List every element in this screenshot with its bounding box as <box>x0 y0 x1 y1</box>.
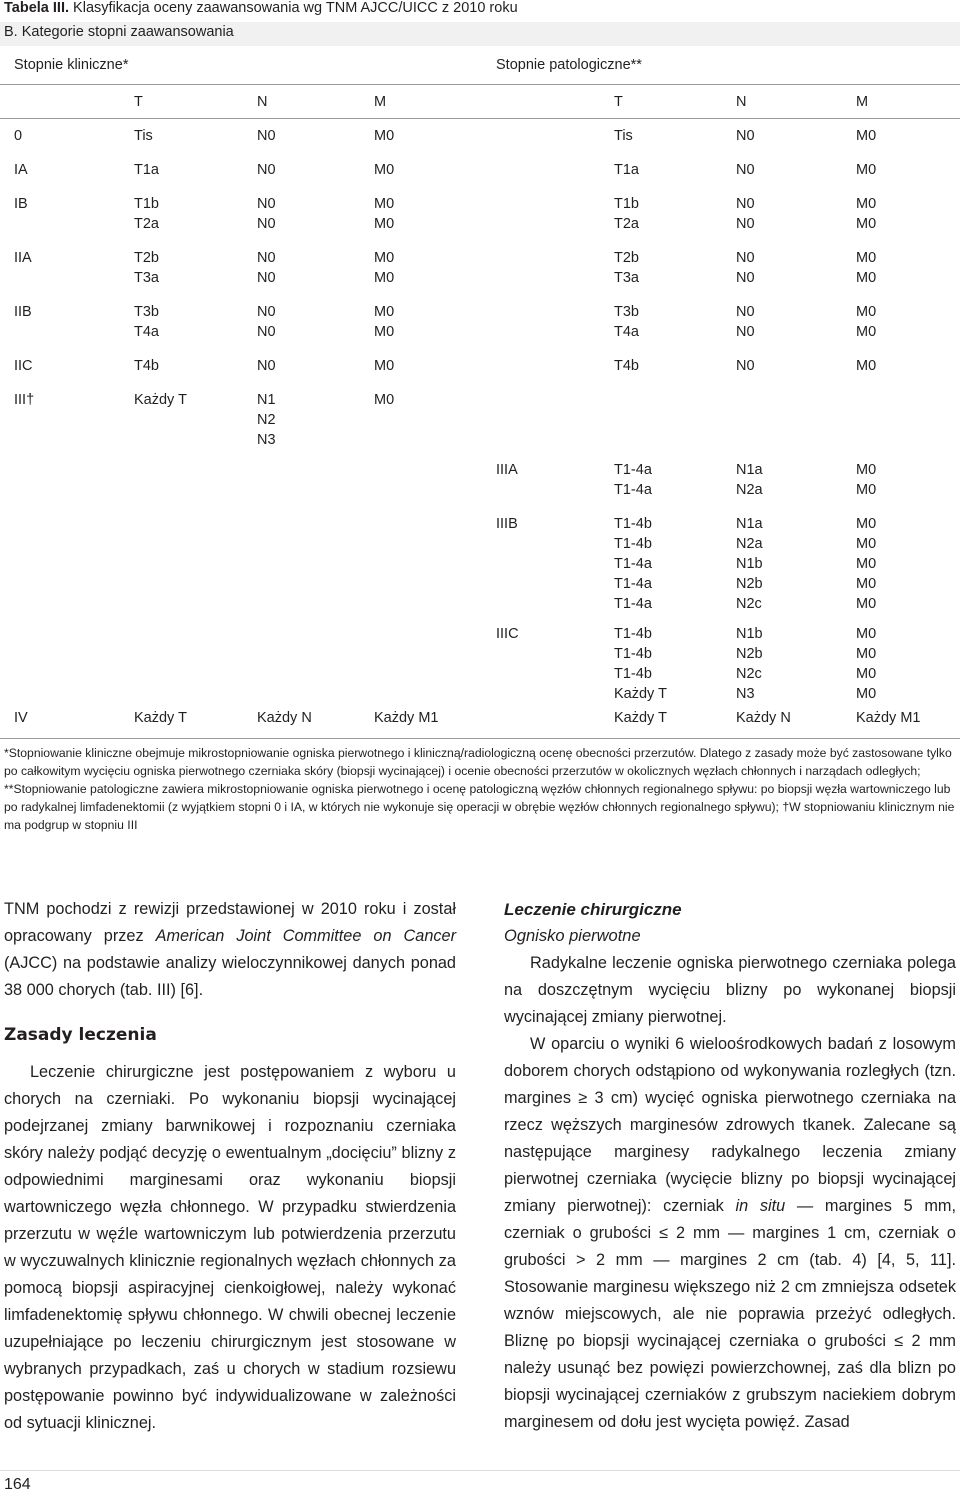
table-cell: Tis <box>614 128 633 144</box>
table-cell: T1b T2a <box>134 196 159 232</box>
table-cell: Każdy N <box>736 710 791 726</box>
table-cell: IIA <box>14 250 32 266</box>
table-cell: Każdy N <box>257 710 312 726</box>
table-cell: N0 N0 <box>736 196 755 232</box>
table-cell: IIC <box>14 358 33 374</box>
table-cell: N1a N2a <box>736 462 763 498</box>
table-cell: IV <box>14 710 28 726</box>
table-cell: M0 M0 <box>856 304 877 340</box>
table-cell: IA <box>14 162 28 178</box>
table-cell: T1a <box>614 162 639 178</box>
table-cell: N0 N0 <box>736 304 755 340</box>
table-cell: M0 M0 M0 M0 <box>856 626 877 702</box>
table-cell: Każdy T <box>134 392 187 408</box>
table-caption <box>4 0 518 16</box>
in-situ-term: in situ <box>735 1197 786 1215</box>
table-cell: M0 M0 <box>856 462 877 498</box>
left-column <box>4 890 456 1437</box>
table-cell: T1-4a T1-4a <box>614 462 652 498</box>
table-cell: M0 <box>374 392 395 408</box>
table-cell: N0 <box>736 162 755 178</box>
table-cell: N0 N0 <box>257 304 276 340</box>
col-header-clinical-m: M <box>374 94 387 110</box>
treatment-paragraph: Leczenie chirurgiczne jest postępowaniem z wyboru u chorych na czerniaki. Po wykonaniu biopsji wycinającej podejrzanej zmiany barwnikowej i rozpoznaniu czerniaka skóry należy podjąć decyzję o ewentualnym „docięciu” blizny z odpowiednimi marginesami oraz wykonaniu biopsji wartowniczego węzła chłonnego. W przypadku stwierdzenia przerzutu w węźle wartowniczym lub potwierdzenia przerzutu w wyczuwalnych klinicznie regionalnych węzłach chłonnych za pomocą biopsji aspiracyjnej cienkoigłowej, należy wykonać limfadenektomię spływu chłonnego. W chwili obecnej leczenie uzupełniające po leczeniu chirurgicznym jest stosowane w wybranych przypadkach, zaś u chorych w stadium rozsiewu postępowanie powinno być indywidualizowane w zależności od sytuacji klinicznej. <box>4 1063 456 1432</box>
table-cell: M0 <box>374 358 395 374</box>
table-cell: Każdy M1 <box>856 710 921 726</box>
page-number: 164 <box>4 1476 31 1493</box>
table-cell: M0 <box>856 358 877 374</box>
table-cell: M0 M0 M0 M0 M0 <box>856 516 877 612</box>
ajcc-name: American Joint Committee on Cancer <box>155 927 456 945</box>
table-bottom-rule <box>0 738 960 739</box>
group-header-pathological: Stopnie patologiczne** <box>496 57 642 73</box>
table-cell: T3b T4a <box>614 304 639 340</box>
group-header-clinical: Stopnie kliniczne* <box>14 57 129 73</box>
table-cell: N0 <box>736 128 755 144</box>
table-cell: T1-4b T1-4b T1-4b Każdy T <box>614 626 667 702</box>
table-cell: N1a N2a N1b N2b N2c <box>736 516 763 612</box>
table-label: Tabela III. <box>4 0 70 16</box>
col-header-path-t: T <box>614 94 623 110</box>
section-heading-treatment: Zasady leczenia <box>4 1025 157 1045</box>
table-cell: III† <box>14 392 35 408</box>
intro-paragraph: TNM pochodzi z rewizji przedstawionej w 2010 roku i został opracowany przez American Joint Committee on Cancer (AJCC) na podstawie analizy wieloczynnikowej danych ponad 38 000 chorych (tab. III) [6]. <box>4 900 456 999</box>
table-cell: Każdy M1 <box>374 710 439 726</box>
table-cell: T3b T4a <box>134 304 159 340</box>
subheading-primary-focus: Ognisko pierwotne <box>504 927 641 945</box>
table-cell: N1 N2 N3 <box>257 392 276 448</box>
surgery-paragraph-2: W oparciu o wyniki 6 wieloośrodkowych badań z losowym doborem chorych odstąpiono od wykonywania rozległych (tzn. margines ≥ 3 cm) wycięć ogniska pierwotnego czerniaka na rzecz węższych marginesów zdrowych tkanek. Zalecane są następujące marginesy radykalnego leczenia zmiany pierwotnej czerniaka (wycięcie blizny po biopsji wycinającej zmiany pierwotnej): czerniak in situ — margines 5 mm, czerniak o grubości ≤ 2 mm — margines 1 cm, czerniak o grubości > 2 mm — margines 2 cm (tab. 4) [4, 5, 11]. Stosowanie marginesu większego niż 2 cm zmniejsza odsetek wznów miejscowych, ale nie poprawia przeżyć odległych. Bliznę po biopsji wycinającej czerniaka o grubości ≤ 2 mm należy usunąć bez powięzi powierzchownej, zaś dla blizn po biopsji wycinającej czerniaków z grubszym naciekiem dobrym marginesem od dołu jest wycięta powięź. Zasad <box>504 1035 956 1431</box>
table-footnote: *Stopniowanie kliniczne obejmuje mikrostopniowanie ogniska pierwotnego i kliniczną/radiologiczną ocenę obecności przerzutów. Dlatego z zasady może być zastosowane tylko po całkowitym wycięciu ogniska pierwotnego czerniaka skóry (biopsji wycinającej) i ocenie obecności przerzutów w okolicznych węzłach chłonnych i narządach odległych; **Stopniowanie patologiczne zawiera mikrostopniowanie ogniska pierwotnego i ocenę patologiczną węzłów chłonnych regionalnego spływu: po biopsji węzła wartowniczego lub po radykalnej limfadenektomii (z wyjątkiem stopni 0 i IA, w których nie wykonuje się operacji w obrębie węzłów chłonnych regionalnego spływu); †W stopniowaniu klinicznym nie ma podgrup w stopniu III <box>4 746 955 832</box>
table-cell: T1b T2a <box>614 196 639 232</box>
surgery-paragraph-1: Radykalne leczenie ogniska pierwotnego czerniaka polega na doszczętnym wycięciu blizny po wykonanej biopsji wycinającej zmiany pierwotnej. <box>504 954 956 1026</box>
right-column <box>504 890 956 1436</box>
table-cell: N0 <box>257 128 276 144</box>
table-cell: M0 <box>374 128 395 144</box>
table-cell: Tis <box>134 128 153 144</box>
table-cell: M0 M0 <box>856 250 877 286</box>
table-subtitle: B. Kategorie stopni zaawansowania <box>4 24 234 40</box>
table-cell: M0 M0 <box>374 250 395 286</box>
table-cell: IIIB <box>496 516 518 532</box>
table-cell: N0 <box>736 358 755 374</box>
table-cell: IIB <box>14 304 32 320</box>
col-header-path-m: M <box>856 94 869 110</box>
table-cell: Każdy T <box>614 710 667 726</box>
table-cell: M0 M0 <box>374 304 395 340</box>
table-cell: IIIA <box>496 462 518 478</box>
table-cell: N0 N0 <box>736 250 755 286</box>
table-cell: M0 M0 <box>374 196 395 232</box>
table-cell: M0 <box>856 162 877 178</box>
header-divider <box>0 84 960 85</box>
table-cell: N0 <box>257 358 276 374</box>
table-cell: T2b T3a <box>614 250 639 286</box>
table-cell: N0 N0 <box>257 196 276 232</box>
col-header-clinical-n: N <box>257 94 268 110</box>
table-cell: Każdy T <box>134 710 187 726</box>
section-heading-surgery: Leczenie chirurgiczne <box>504 900 682 919</box>
table-cell: T1a <box>134 162 159 178</box>
table-cell: IB <box>14 196 28 212</box>
table-cell: N1b N2b N2c N3 <box>736 626 763 702</box>
table-cell: IIIC <box>496 626 519 642</box>
table-cell: N0 N0 <box>257 250 276 286</box>
table-cell: T2b T3a <box>134 250 159 286</box>
table-cell: M0 <box>374 162 395 178</box>
table-cell: 0 <box>14 128 23 144</box>
staging-table-area <box>0 0 960 740</box>
table-title: Klasyfikacja oceny zaawansowania wg TNM AJCC/UICC z 2010 roku <box>73 0 518 16</box>
table-cell: M0 M0 <box>856 196 877 232</box>
table-cell: T1-4b T1-4b T1-4a T1-4a T1-4a <box>614 516 652 612</box>
table-cell: M0 <box>856 128 877 144</box>
table-cell: T4b <box>614 358 639 374</box>
table-cell: T4b <box>134 358 159 374</box>
col-header-path-n: N <box>736 94 747 110</box>
table-cell: N0 <box>257 162 276 178</box>
col-header-clinical-t: T <box>134 94 143 110</box>
page-bottom-rule <box>0 1470 960 1471</box>
column-header-divider <box>0 118 960 119</box>
